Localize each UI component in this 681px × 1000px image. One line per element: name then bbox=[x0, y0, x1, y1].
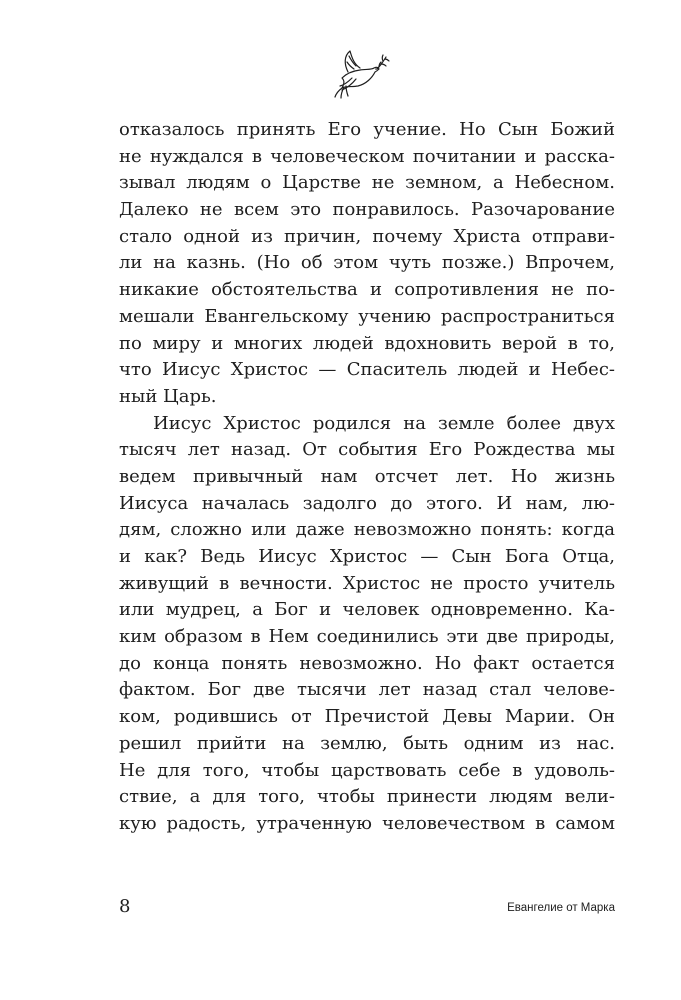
text-line: мешали Евангельскому учению распространиться bbox=[119, 305, 615, 327]
text-line: фактом. Бог две тысячи лет назад стал челове- bbox=[119, 679, 615, 701]
text-line: кую радость, утраченную человечеством в самом bbox=[119, 812, 615, 834]
text-line: Иисус Христос родился на земле более двух bbox=[153, 412, 615, 434]
text-line: решил прийти на землю, быть одним из нас. bbox=[119, 732, 615, 754]
dove-with-olive-branch-icon bbox=[330, 48, 390, 100]
text-line: Иисуса началась задолго до этого. И нам, лю- bbox=[119, 492, 615, 514]
text-line: отказалось принять Его учение. Но Сын Божий bbox=[119, 119, 615, 140]
text-line: дям, сложно или даже невозможно понять: когда bbox=[119, 519, 615, 541]
text-line: до конца понять невозможно. Но факт остается bbox=[119, 652, 615, 674]
text-line: не нуждался в человеческом почитании и расска- bbox=[119, 145, 615, 167]
text-line: зывал людям о Царстве не земном, а Небесном. bbox=[119, 172, 615, 194]
text-line: или мудрец, а Бог и человек одновременно. Ка- bbox=[119, 599, 615, 621]
body-text bbox=[119, 117, 615, 838]
text-line: ком, родившись от Пречистой Девы Марии. Он bbox=[119, 706, 615, 728]
text-line: что Иисус Христос — Спаситель людей и Небес- bbox=[119, 359, 615, 381]
text-line: Не для того, чтобы царствовать себе в удоволь- bbox=[119, 759, 615, 781]
running-title: Евангелие от Марка bbox=[507, 902, 615, 914]
text-line: по миру и многих людей вдохновить верой в то, bbox=[119, 332, 615, 354]
text-line: никакие обстоятельства и сопротивления не по- bbox=[119, 279, 615, 301]
text-line: и как? Ведь Иисус Христос — Сын Бога Отца, bbox=[119, 546, 615, 567]
text-line: живущий в вечности. Христос не просто учитель bbox=[119, 572, 615, 594]
text-line: ствие, а для того, чтобы принести людям вели- bbox=[119, 786, 615, 808]
text-line: ведем привычный нам отсчет лет. Но жизнь bbox=[119, 465, 615, 487]
page-number: 8 bbox=[119, 896, 131, 917]
text-line: ный Царь. bbox=[119, 385, 217, 407]
text-line: стало одной из причин, почему Христа отправи- bbox=[119, 225, 615, 247]
text-line: Далеко не всем это понравилось. Разочарование bbox=[119, 199, 615, 221]
text-line: тысяч лет назад. От события Его Рождества мы bbox=[119, 439, 615, 461]
text-line: ли на казнь. (Но об этом чуть позже.) Впрочем, bbox=[119, 252, 615, 274]
text-line: ким образом в Нем соединились эти две природы, bbox=[119, 626, 615, 648]
